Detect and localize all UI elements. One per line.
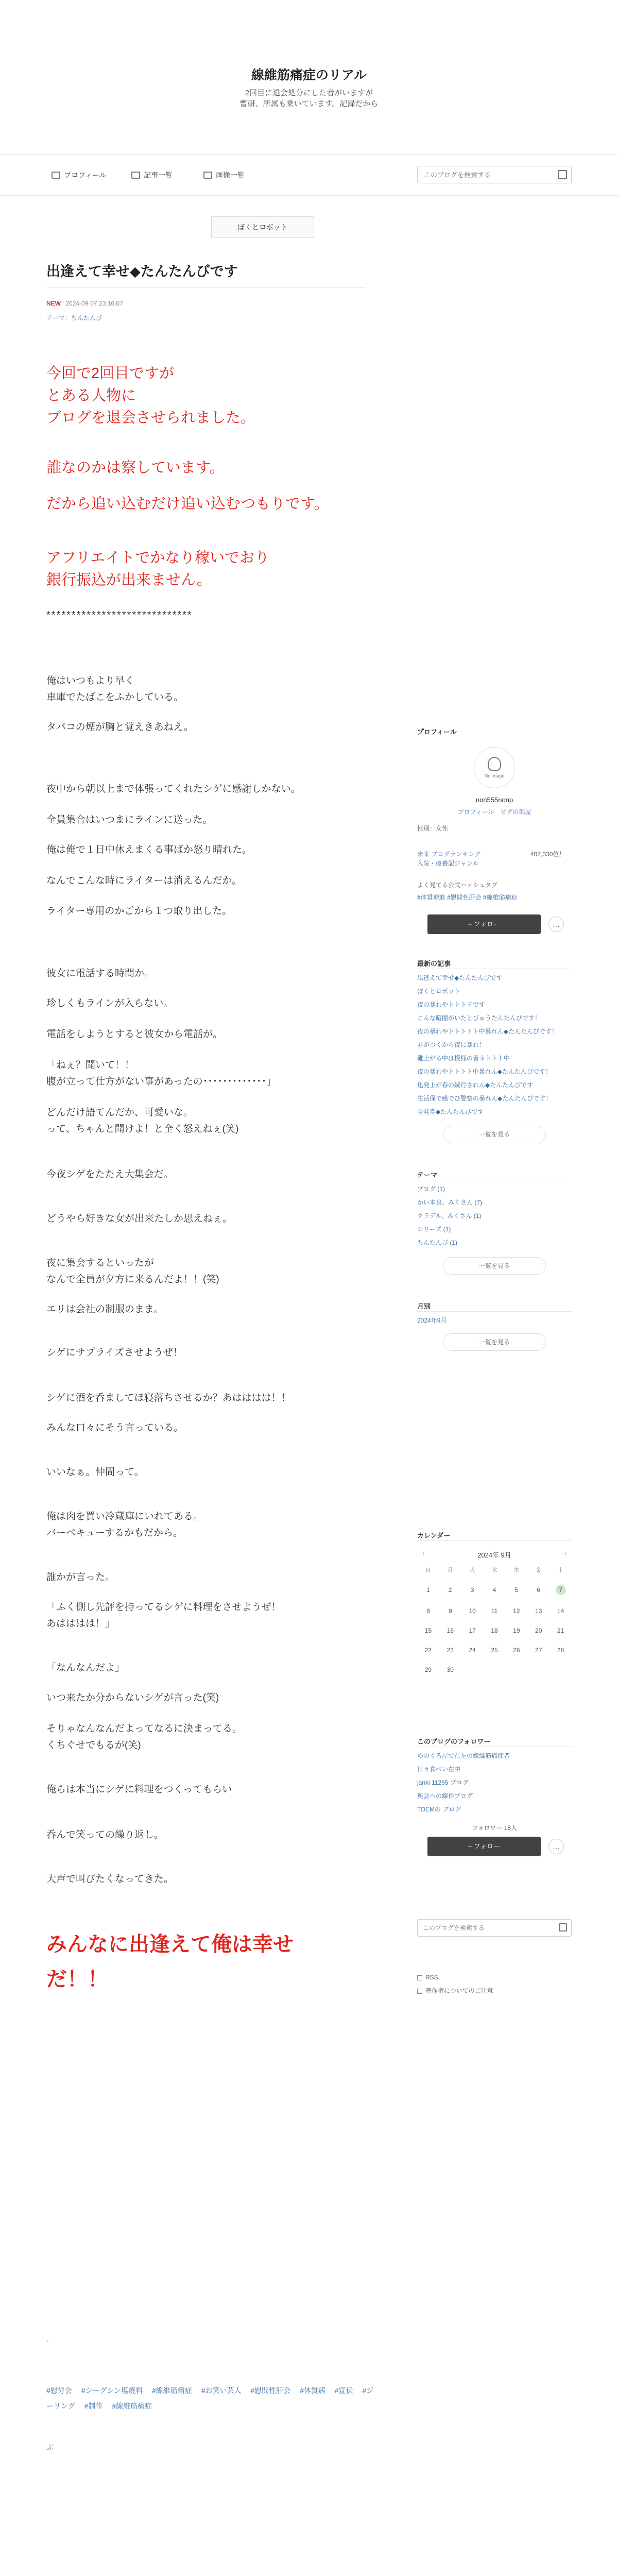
body-text: シゲに酒を呑ましてほ寝落ちさせるか？あはははは！！ [46, 1393, 291, 1403]
body-text: 俺はいつもより早く [46, 675, 135, 686]
calendar [417, 1550, 572, 1673]
hashtag[interactable]: #線維筋痛症 [112, 2402, 152, 2410]
calendar-day[interactable]: 17 [469, 1627, 476, 1634]
body-text: 呑んで笑っての繰り返し。 [46, 1829, 164, 1840]
body-text: いいなぁ。仲間って。 [46, 1467, 144, 1478]
body-text: 車庫でたばこをふかしている。 [46, 692, 184, 703]
search-icon[interactable] [559, 1923, 567, 1931]
calendar-day[interactable]: 25 [491, 1647, 498, 1654]
body-text: そりゃなんなんだよってなるに決まってる。 [46, 1723, 243, 1734]
recent-item[interactable]: 夜の暴れやトトトトト中暴れん◆たんたんびです！ [417, 1028, 558, 1035]
body-text: 俺は俺で１日中休えまくる事ばか怒り晴れた。 [46, 844, 252, 855]
theme-link[interactable]: ちんたんび [71, 314, 102, 321]
body-text: あはははは！」 [46, 1618, 115, 1629]
theme-item[interactable]: ちんたんび (1) [417, 1239, 458, 1246]
calendar-day[interactable]: 5 [514, 1586, 519, 1594]
body-text: 彼女に電話する時間か。 [46, 968, 154, 979]
divider [417, 1311, 572, 1312]
recent-item[interactable]: 君がつくから夜に暴れ！ [417, 1041, 486, 1048]
body-text: バーベキューするかもだから。 [46, 1528, 183, 1538]
hashtag[interactable]: #慰問性肝会 [250, 2386, 291, 2395]
calendar-day[interactable]: 1 [426, 1586, 430, 1594]
body-text: エリは会社の制服のまま。 [46, 1304, 164, 1315]
sidebar-profile-head: プロフィール [417, 728, 457, 736]
followers-head: このブログのフォロワー [417, 1738, 491, 1745]
body-text: どうやら好きな女が出来たしか思えねぇ。 [46, 1213, 233, 1224]
body-text: 夜中から朝以上まで体張ってくれたシゲに感謝しかない。 [46, 784, 301, 794]
calendar-day[interactable]: 10 [469, 1607, 476, 1615]
recent-item[interactable]: ぼくとロボット [417, 988, 461, 995]
body-text: 大声で叫びたくなってきた。 [46, 1874, 174, 1885]
calendar-prev[interactable]: ‹ [422, 1550, 424, 1557]
archive-head: 月別 [417, 1302, 431, 1310]
theme-item[interactable]: かい本良、みくさん (7) [417, 1199, 483, 1206]
archive-list-all[interactable]: 一覧を見る [443, 1333, 546, 1351]
calendar-day[interactable]: 15 [424, 1627, 432, 1634]
theme-head: テーマ [417, 1171, 438, 1179]
body-text: 俺らは本当にシゲに料理をつくってもらい [46, 1784, 232, 1795]
body-text: なんでこんな時にライターは消えるんだか。 [46, 875, 242, 886]
follower-item[interactable]: 日々食べい在中 [417, 1766, 461, 1773]
body-text: いつ来たか分からないシゲが言った(笑) [46, 1692, 219, 1703]
official-hashtags-head: よく見てる公式ハッシュタグ [417, 882, 497, 889]
copyright-link[interactable] [417, 1987, 493, 1995]
profile-avatar[interactable] [474, 747, 515, 788]
blog-header [0, 0, 618, 155]
ranking-link[interactable]: 未来 ブログランキング [417, 851, 480, 858]
calendar-day[interactable] [550, 1586, 572, 1595]
calendar-weekday: 金 [536, 1567, 542, 1573]
body-text: 電話をしようとすると彼女から電話が。 [46, 1029, 223, 1040]
sidebar-follow-button-2[interactable]: + フォロー [427, 1837, 541, 1856]
blog-title[interactable]: 線維筋痛症のリアル [251, 68, 367, 82]
body-text: 「ふく側し先評を持ってるシゲに料理をさせようぜ！ [46, 1602, 281, 1613]
divider [46, 287, 366, 288]
red-text: だから追い込むだけ追い込むつもりです。 [46, 496, 329, 512]
red-headline: だ！！ [46, 1968, 108, 1991]
calendar-day[interactable]: 14 [557, 1607, 564, 1615]
hashtag[interactable]: #ジーリング [46, 2386, 374, 2410]
calendar-weekday: 水 [491, 1567, 497, 1573]
recent-item[interactable]: 出逢えて幸せ◆たんたんびです [417, 974, 503, 981]
theme-label: テーマ： [46, 314, 72, 321]
sidebar-follow-button[interactable]: + フォロー [427, 914, 541, 934]
body-text: って、ちゃんと聞けよ！と全く怒えねぇ(笑) [46, 1124, 239, 1134]
avatar-placeholder-icon [488, 757, 501, 771]
image-icon [203, 172, 212, 179]
nav-label: プロフィール [64, 171, 107, 179]
entry-date: 2024-09-07 23:16:07 [65, 300, 123, 307]
body-text: タバコの煙が胸と覚えきあねえ。 [46, 722, 194, 733]
body-text: 「なんなんだよ」 [46, 1663, 125, 1673]
red-text: ブログを退会させられました。 [46, 410, 256, 426]
calendar-day[interactable]: 28 [557, 1647, 564, 1654]
calendar-day[interactable]: 22 [424, 1647, 432, 1654]
copyright-label: 著作権についてのご注意 [425, 1987, 493, 1994]
recent-item[interactable]: こんな暗闇がいたとびゅうたんたんびです！ [417, 1014, 541, 1022]
profile-icon [52, 172, 60, 179]
calendar-day[interactable]: 16 [447, 1627, 454, 1634]
top-article-link[interactable]: ぼくとロボット [211, 216, 314, 238]
calendar-head: カレンダー [417, 1532, 451, 1539]
theme-item[interactable]: シリーズ (1) [417, 1226, 451, 1233]
calendar-weekday: 日 [425, 1567, 431, 1573]
red-headline: みんなに出逢えて俺は幸せ [46, 1933, 294, 1956]
divider [417, 1540, 572, 1541]
body-text: 俺は肉を買い冷蔵庫にいれてある。 [46, 1511, 203, 1522]
body-text: 今夜シゲをたたえ大集会だ。 [46, 1169, 174, 1180]
entry-title[interactable]: 出逢えて幸せ◆たんたんびです [46, 264, 238, 279]
follower-item[interactable]: ゆのくろ屋で在左の線維筋痛症者 [417, 1752, 510, 1759]
recent-item[interactable]: 夜の暴れやトトトドです [417, 1001, 485, 1008]
nav-profile[interactable] [52, 170, 107, 180]
body-text: 誰かが言った。 [46, 1572, 115, 1583]
calendar-day[interactable]: 23 [447, 1647, 454, 1654]
small-note: ぶ [46, 2443, 54, 2451]
blog-desc-line: 2回目に退会処分にした者がいますが [245, 89, 373, 97]
list-icon [131, 172, 140, 179]
body-text: みんな口々にそう言っている。 [46, 1422, 184, 1433]
calendar-today[interactable]: 7 [556, 1585, 566, 1595]
hashtag[interactable]: #体質病 [300, 2386, 325, 2395]
body-text: ライター専用のかごから１つ取り出した。 [46, 906, 232, 917]
sidebar-search-input[interactable] [418, 1920, 546, 1936]
calendar-day[interactable]: 8 [426, 1607, 430, 1615]
ranking-genre[interactable]: 入院・療養記ジャンル [417, 860, 479, 867]
calendar-day[interactable]: 12 [513, 1607, 520, 1615]
calendar-day[interactable]: 29 [424, 1666, 432, 1673]
follower-item[interactable]: janki 11255 ブログ [417, 1779, 469, 1786]
profile-name[interactable]: non555nonp [475, 796, 513, 804]
body-text: 夜に集会するといったが [46, 1258, 154, 1268]
recent-item[interactable]: 全発寿◆たんたんびです [417, 1108, 484, 1115]
calendar-weekday: 月 [447, 1567, 453, 1573]
hashtag[interactable]: #お笑い芸人 [201, 2386, 242, 2395]
red-text: アフリエイトでかなり稼いでおり [46, 550, 270, 566]
hashtag[interactable]: #宣伝 [334, 2386, 353, 2395]
calendar-day[interactable]: 20 [535, 1627, 542, 1634]
recent-item[interactable]: 靴上がる中は模様の者ネトトト中 [417, 1055, 510, 1062]
hashtag[interactable]: #慰労会 [46, 2386, 72, 2395]
calendar-day[interactable]: 30 [447, 1666, 454, 1673]
calendar-day[interactable]: 19 [513, 1627, 520, 1634]
profile-gender: 性別：女性 [417, 825, 449, 832]
body-text: 全員集合はいつまにラインに送った。 [46, 815, 213, 825]
red-text: 今回で2回目ですが [46, 365, 175, 382]
profile-links[interactable]: プロフィール ピグの部屋 [457, 808, 531, 816]
header-search [417, 166, 572, 183]
body-text: くちぐせでもるが(笑) [46, 1740, 141, 1751]
header-search-input[interactable] [418, 166, 546, 183]
recent-item[interactable]: 夜の暴れやトトトト中暴れん◆たんたんびです！ [417, 1068, 552, 1075]
body-text: 腹が立って仕方がない事があったの･････････････」 [46, 1076, 277, 1087]
followers-count[interactable]: フォロワー 18人 [471, 1824, 518, 1832]
body-text: どんだけ語てんだか、可愛いな。 [46, 1107, 194, 1118]
nav-articles[interactable] [131, 170, 173, 180]
recent-item[interactable]: 生活保で感でひ警察の暴れん◆たんたんびです！ [417, 1095, 552, 1102]
avatar-label: No image [484, 773, 505, 778]
hashtag[interactable]: #制作 [84, 2402, 103, 2410]
calendar-day[interactable]: 27 [535, 1647, 542, 1654]
recent-head: 最新の記事 [417, 960, 451, 968]
recent-item[interactable]: 迅発上が春の続行されん◆たんたんびです [417, 1081, 534, 1089]
rss-link[interactable] [417, 1973, 438, 1981]
follower-item[interactable]: 奥会への線作ブログ [417, 1792, 473, 1800]
calendar-day[interactable]: 6 [537, 1586, 541, 1594]
red-text: 銀行振込が出来ません。 [46, 572, 212, 588]
calendar-next[interactable]: › [564, 1550, 566, 1557]
blog-description [0, 88, 618, 109]
red-text: とある人物に [46, 387, 136, 404]
rss-label: RSS [425, 1974, 438, 1981]
theme-list-all[interactable]: 一覧を見る [443, 1257, 546, 1275]
more-icon[interactable]: … [548, 917, 564, 932]
hashtag-list [46, 2383, 376, 2414]
follower-item[interactable]: TDEMの ブログ [417, 1806, 461, 1813]
entry-theme [46, 313, 102, 322]
archive-item[interactable]: 2024年9月 [417, 1317, 447, 1324]
theme-item[interactable]: ブログ (1) [417, 1185, 445, 1193]
calendar-day[interactable]: 9 [448, 1607, 452, 1615]
calendar-day[interactable]: 21 [557, 1627, 564, 1634]
calendar-weekday: 火 [469, 1567, 475, 1573]
body-text: 珍しくもラインが入らない。 [46, 998, 174, 1009]
body-text: なんで全員が夕方に来るんだよ！！(笑) [46, 1274, 219, 1285]
sidebar-search [417, 1919, 572, 1937]
body-text: シゲにサプライズさせようぜ！ [46, 1347, 183, 1358]
calendar-weekday: 土 [558, 1567, 564, 1573]
calendar-day[interactable]: 26 [513, 1647, 520, 1654]
theme-item[interactable]: クラデル、みくさん (1) [417, 1212, 482, 1219]
stray-mark: 、 [46, 2335, 54, 2343]
calendar-grid [417, 1566, 572, 1673]
ranking-value: 407,330位！ [530, 851, 565, 858]
nav-label: 画像一覧 [216, 171, 245, 179]
more-icon[interactable]: … [548, 1839, 564, 1854]
hashtag[interactable]: #線維筋痛症 [152, 2386, 192, 2395]
calendar-day[interactable]: 3 [470, 1586, 474, 1594]
calendar-weekday: 木 [513, 1567, 520, 1573]
calendar-day[interactable]: 4 [492, 1586, 496, 1594]
calendar-day[interactable]: 18 [491, 1627, 498, 1634]
nav-images[interactable] [203, 170, 245, 180]
entry-meta [46, 300, 123, 307]
separator-stars: ***************************** [46, 609, 193, 621]
new-badge: NEW [46, 300, 61, 307]
calendar-day[interactable]: 2 [448, 1586, 452, 1594]
hashtag[interactable]: #シーグシン塩焼料 [81, 2386, 143, 2395]
info-icon [417, 1989, 422, 1994]
calendar-day[interactable]: 24 [469, 1647, 476, 1654]
official-hashtags[interactable]: #体質増進 #慰問性肝会 #線維筋痛症 [417, 894, 518, 901]
search-icon[interactable] [558, 170, 567, 179]
nav-label: 記事一覧 [144, 171, 173, 179]
body-text: 「ねぇ？聞いて！！ [46, 1060, 135, 1071]
calendar-title: 2024年 9月 [477, 1551, 511, 1559]
calendar-day[interactable]: 11 [491, 1607, 498, 1615]
red-text: 誰なのかは察しています。 [46, 460, 225, 476]
rss-icon [417, 1975, 422, 1980]
calendar-day[interactable]: 13 [535, 1607, 542, 1615]
blog-desc-line: 暫研、所属も乗いています。記録だから [239, 99, 379, 108]
recent-list-all[interactable]: 一覧を見る [443, 1126, 546, 1143]
